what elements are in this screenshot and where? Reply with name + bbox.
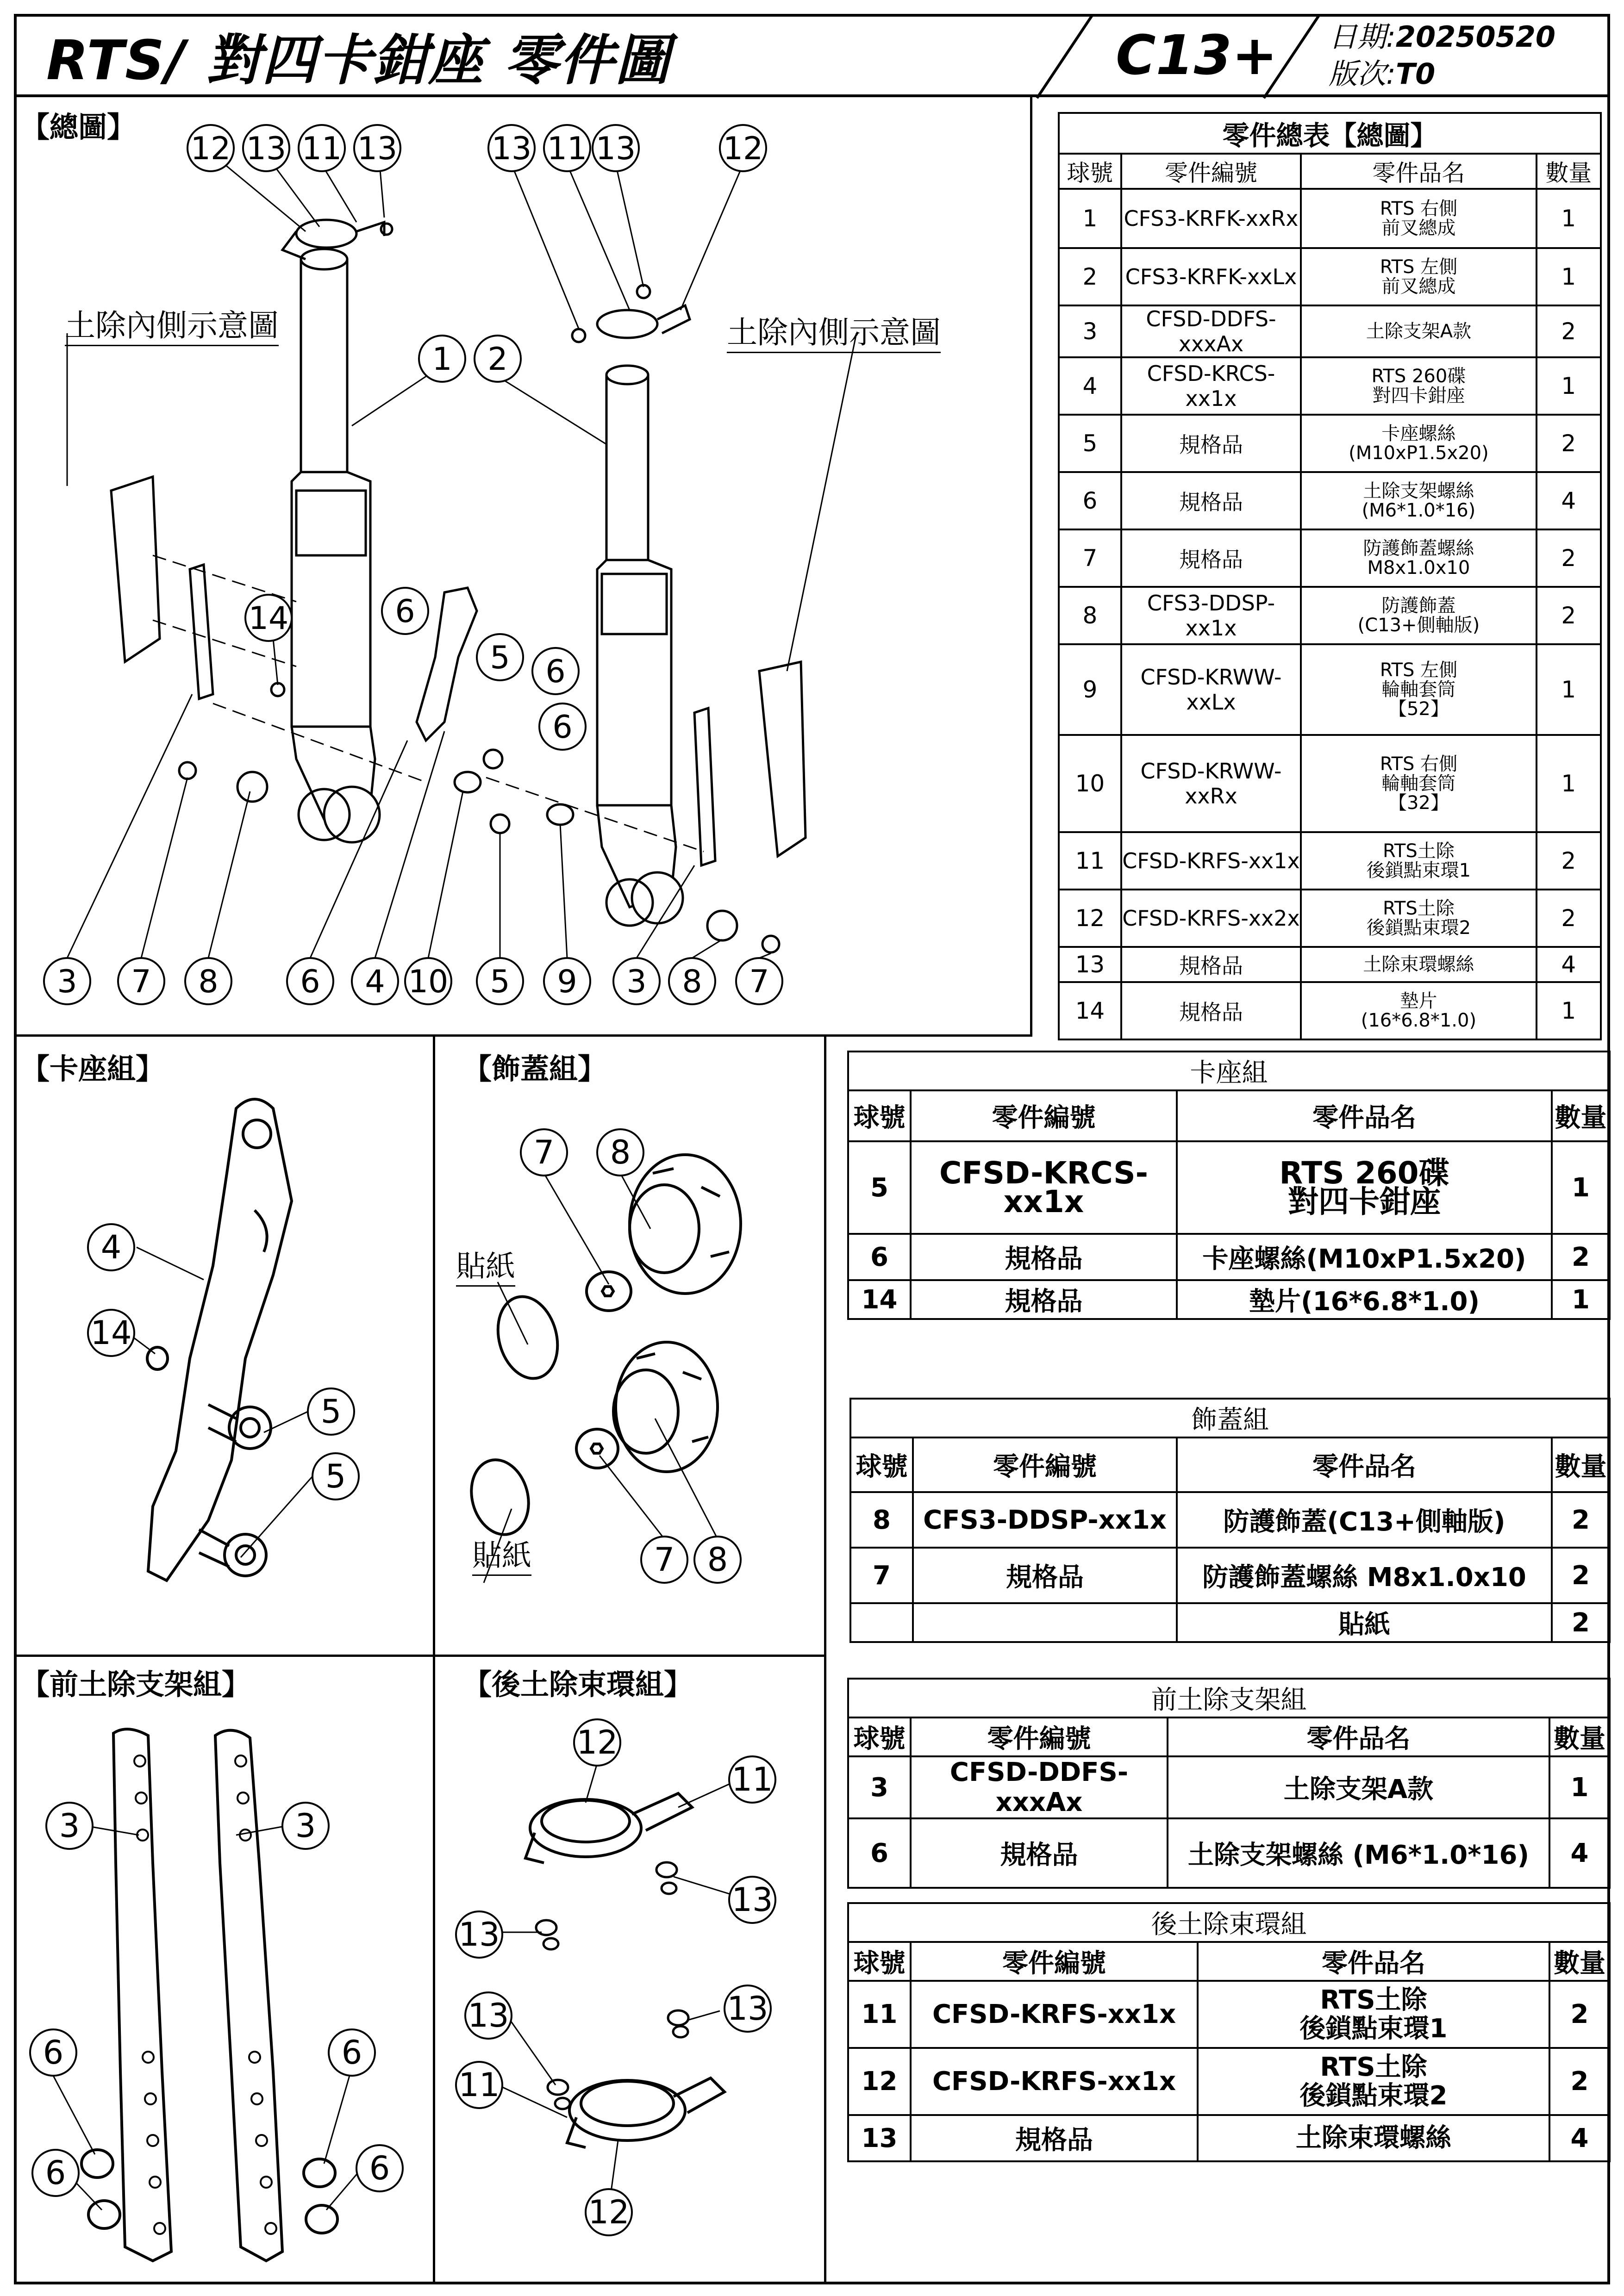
ov-callout-r4: 12 bbox=[723, 131, 763, 167]
table-row bbox=[1059, 472, 1601, 529]
cell-pn: 規格品 bbox=[1121, 415, 1301, 472]
date-label: 日期: bbox=[1329, 20, 1396, 54]
name-line: 前叉總成 bbox=[1381, 218, 1456, 239]
cell-name bbox=[1301, 415, 1536, 472]
cell-qty: 4 bbox=[1549, 2115, 1610, 2161]
name-line: RTS土除 bbox=[1320, 1985, 1427, 2015]
cell-pn: CFS3-DDSP-xx1x bbox=[1121, 587, 1301, 644]
ov-callout-m1: 1 bbox=[432, 341, 452, 378]
table-row bbox=[850, 1548, 1610, 1603]
th-qty: 數量 bbox=[1552, 1437, 1610, 1492]
cell-pn: CFSD-KRCS-xx1x bbox=[1121, 357, 1301, 415]
th-name: 零件品名 bbox=[1177, 1437, 1552, 1492]
cell-name: 防護飾蓋(C13+側軸版) bbox=[1177, 1492, 1552, 1548]
cell-qty: 1 bbox=[1552, 1280, 1610, 1319]
cell-qty: 1 bbox=[1537, 189, 1601, 248]
name-line: 卡座螺絲 bbox=[1381, 423, 1456, 444]
overview-callouts bbox=[0, 0, 1032, 1037]
cell-name: 防護飾蓋螺絲 M8x1.0x10 bbox=[1177, 1548, 1552, 1603]
ov-callout-b8: 9 bbox=[557, 964, 577, 1000]
th-qty: 數量 bbox=[1549, 1942, 1610, 1981]
name-line: 輪軸套筒 bbox=[1381, 773, 1456, 794]
cell-qty: 2 bbox=[1537, 890, 1601, 947]
cell-no: 6 bbox=[848, 1234, 911, 1280]
rc-callout-4: 13 bbox=[458, 1916, 500, 1954]
cell-no: 5 bbox=[848, 1141, 911, 1234]
cell-no bbox=[850, 1603, 913, 1642]
cell-qty: 1 bbox=[1549, 1756, 1610, 1818]
th-pn: 零件編號 bbox=[913, 1437, 1177, 1492]
cell-qty: 2 bbox=[1549, 1981, 1610, 2048]
main-parts-table bbox=[1058, 112, 1602, 1040]
sticker-label-2: 貼紙 bbox=[472, 1532, 531, 1576]
ov-callout-l2: 13 bbox=[246, 131, 287, 167]
cell-no: 1 bbox=[1059, 189, 1121, 248]
cell-pn: 規格品 bbox=[1121, 947, 1301, 982]
front-bracket-parts-table bbox=[847, 1678, 1611, 1889]
cell-no: 7 bbox=[850, 1548, 913, 1603]
cell-name bbox=[1198, 2048, 1549, 2115]
fb-callout-5: 6 bbox=[341, 2034, 362, 2072]
section-cover-label: 【飾蓋組】 bbox=[463, 1052, 607, 1086]
table-row bbox=[848, 1234, 1610, 1280]
cal-callout-3: 5 bbox=[320, 1393, 342, 1431]
name-line: 墊片 bbox=[1400, 990, 1437, 1012]
cell-qty: 4 bbox=[1537, 472, 1601, 529]
cell-qty: 2 bbox=[1537, 305, 1601, 357]
mudguard-inner-label-left: 土除內側示意圖 bbox=[65, 301, 279, 346]
ov-callout-b3: 8 bbox=[198, 964, 219, 1000]
table-row bbox=[848, 1981, 1610, 2048]
cell-name bbox=[1198, 2115, 1549, 2161]
pn-line: xx1x bbox=[1003, 1184, 1084, 1220]
cal-callout-1: 4 bbox=[100, 1228, 122, 1266]
table-row bbox=[848, 2115, 1610, 2161]
pn-line: CFSD-KRCS- bbox=[939, 1155, 1148, 1191]
name-line: 對四卡鉗座 bbox=[1372, 385, 1465, 406]
rc-callout-2: 11 bbox=[731, 1761, 773, 1798]
cell-pn: 規格品 bbox=[911, 1280, 1177, 1319]
ov-callout-r1: 13 bbox=[491, 131, 532, 167]
cell-name bbox=[1301, 189, 1536, 248]
th-name: 零件品名 bbox=[1168, 1717, 1549, 1756]
cell-qty: 1 bbox=[1537, 735, 1601, 832]
cell-name: 土除支架A款 bbox=[1168, 1756, 1549, 1818]
cell-pn: CFSD-KRWW-xxLx bbox=[1121, 644, 1301, 735]
cov-callout-1: 7 bbox=[533, 1133, 555, 1171]
cell-name bbox=[1301, 357, 1536, 415]
ov-callout-m3: 14 bbox=[248, 600, 289, 637]
ov-callout-b6: 10 bbox=[408, 964, 449, 1000]
name-line: 後鎖點束環2 bbox=[1366, 917, 1471, 939]
name-line: RTS土除 bbox=[1320, 2052, 1427, 2082]
table-row bbox=[848, 1280, 1610, 1319]
cover-parts-table bbox=[849, 1398, 1611, 1643]
th-pn: 零件編號 bbox=[911, 1717, 1168, 1756]
cell-name bbox=[1301, 248, 1536, 305]
section-rear-clamp-label: 【後土除束環組】 bbox=[463, 1668, 693, 1701]
th-no: 球號 bbox=[850, 1437, 913, 1492]
version-value: T0 bbox=[1395, 57, 1436, 91]
ov-callout-b4: 6 bbox=[300, 964, 320, 1000]
page-title: RTS/ 對四卡鉗座 零件圖 bbox=[46, 28, 671, 92]
name-line: 【52】 bbox=[1388, 698, 1449, 720]
caliper-parts-table bbox=[847, 1051, 1611, 1320]
table-row bbox=[848, 1818, 1610, 1888]
cell-no: 14 bbox=[1059, 982, 1121, 1039]
name-line: 防護飾蓋 bbox=[1381, 595, 1456, 616]
cell-pn: CFS3-KRFK-xxLx bbox=[1121, 248, 1301, 305]
ov-callout-m5: 5 bbox=[490, 640, 510, 676]
rc-callout-8: 12 bbox=[588, 2193, 630, 2231]
cell-name bbox=[1301, 890, 1536, 947]
name-line: RTS土除 bbox=[1383, 840, 1455, 862]
cell-pn: CFSD-KRWW-xxRx bbox=[1121, 735, 1301, 832]
cov-callout-4: 8 bbox=[707, 1541, 728, 1579]
cell-no: 9 bbox=[1059, 644, 1121, 735]
cell-qty: 2 bbox=[1549, 2048, 1610, 2115]
ov-callout-m6: 6 bbox=[545, 653, 566, 690]
name-line: 輪軸套筒 bbox=[1381, 679, 1456, 700]
th-name: 零件品名 bbox=[1198, 1942, 1549, 1981]
ov-callout-l1: 12 bbox=[190, 131, 231, 167]
name-line: 後鎖點束環1 bbox=[1299, 2013, 1448, 2044]
cell-pn: CFSD-DDFS-xxxAx bbox=[911, 1756, 1168, 1818]
table-row bbox=[1059, 415, 1601, 472]
rc-callout-6: 13 bbox=[468, 1997, 509, 2035]
cell-name bbox=[1301, 832, 1536, 890]
name-line: 土除束環螺絲 bbox=[1363, 954, 1474, 975]
cell-qty: 2 bbox=[1552, 1492, 1610, 1548]
th-no: 球號 bbox=[848, 1090, 911, 1141]
rear-table-header bbox=[848, 1942, 1610, 1981]
front-table-title: 前土除支架組 bbox=[848, 1679, 1610, 1717]
table-row bbox=[848, 1756, 1610, 1818]
name-line: 土除支架A款 bbox=[1366, 321, 1472, 342]
cov-callout-2: 8 bbox=[610, 1133, 631, 1171]
section-front-bracket-label: 【前土除支架組】 bbox=[21, 1668, 251, 1701]
table-row bbox=[1059, 947, 1601, 982]
name-line: (M10xP1.5x20) bbox=[1349, 442, 1489, 464]
model-label: C13+ bbox=[1116, 23, 1278, 87]
cell-no: 11 bbox=[1059, 832, 1121, 890]
cell-qty: 2 bbox=[1552, 1603, 1610, 1642]
th-qty: 數量 bbox=[1549, 1717, 1610, 1756]
table-row bbox=[1059, 248, 1601, 305]
fb-callout-2: 3 bbox=[295, 1807, 316, 1845]
name-line: RTS 左側 bbox=[1380, 660, 1458, 681]
cell-name bbox=[1301, 587, 1536, 644]
cell-name bbox=[1301, 529, 1536, 587]
cell-name bbox=[1177, 1141, 1552, 1234]
section-caliper-label: 【卡座組】 bbox=[21, 1052, 165, 1086]
mudguard-inner-label-right: 土除內側示意圖 bbox=[727, 308, 941, 353]
name-line: RTS 260碟 bbox=[1279, 1155, 1449, 1191]
cell-no: 12 bbox=[1059, 890, 1121, 947]
name-line: (C13+側軸版) bbox=[1357, 615, 1480, 636]
cell-name bbox=[1198, 1981, 1549, 2048]
fb-callout-3: 6 bbox=[43, 2034, 64, 2072]
cell-no: 6 bbox=[848, 1818, 911, 1888]
cell-pn: 規格品 bbox=[913, 1548, 1177, 1603]
rear-table-title: 後土除束環組 bbox=[848, 1903, 1610, 1942]
cell-pn: 規格品 bbox=[1121, 472, 1301, 529]
name-line: 防護飾蓋螺絲 bbox=[1363, 538, 1474, 559]
th-qty: 數量 bbox=[1552, 1090, 1610, 1141]
cell-no: 8 bbox=[850, 1492, 913, 1548]
name-line: 對四卡鉗座 bbox=[1288, 1184, 1441, 1220]
cell-pn: 規格品 bbox=[911, 2115, 1198, 2161]
cell-pn: CFSD-KRFS-xx2x bbox=[1121, 890, 1301, 947]
name-line: 【32】 bbox=[1388, 792, 1449, 814]
main-table-title: 零件總表【總圖】 bbox=[1059, 113, 1601, 154]
name-line: RTS土除 bbox=[1383, 898, 1455, 919]
ov-callout-b11: 7 bbox=[749, 964, 769, 1000]
cell-pn: CFSD-KRFS-xx1x bbox=[1121, 832, 1301, 890]
cell-no: 7 bbox=[1059, 529, 1121, 587]
cell-no: 10 bbox=[1059, 735, 1121, 832]
cell-qty: 2 bbox=[1537, 587, 1601, 644]
th-no: 球號 bbox=[848, 1717, 911, 1756]
cell-no: 4 bbox=[1059, 357, 1121, 415]
cell-qty: 2 bbox=[1552, 1548, 1610, 1603]
cov-callout-3: 7 bbox=[654, 1541, 675, 1579]
cell-pn: 規格品 bbox=[911, 1818, 1168, 1888]
front-table-header bbox=[848, 1717, 1610, 1756]
cal-callout-4: 5 bbox=[325, 1457, 346, 1495]
name-line: RTS 260碟 bbox=[1371, 366, 1466, 387]
cell-no: 11 bbox=[848, 1981, 911, 2048]
name-line: RTS 右側 bbox=[1380, 753, 1458, 775]
ov-callout-l4: 13 bbox=[357, 131, 398, 167]
name-line: M8x1.0x10 bbox=[1367, 557, 1470, 579]
cell-no: 13 bbox=[848, 2115, 911, 2161]
section-overview-label: 【總圖】 bbox=[21, 110, 136, 144]
table-row bbox=[848, 1141, 1610, 1234]
th-pn: 零件編號 bbox=[911, 1090, 1177, 1141]
cell-qty: 1 bbox=[1537, 644, 1601, 735]
main-th-no: 球號 bbox=[1059, 154, 1121, 189]
name-line: (M6*1.0*16) bbox=[1362, 500, 1476, 521]
cell-name bbox=[1301, 735, 1536, 832]
ov-callout-m4: 6 bbox=[395, 593, 415, 630]
cell-pn: CFSD-KRFS-xx1x bbox=[911, 2048, 1198, 2115]
cell-no: 13 bbox=[1059, 947, 1121, 982]
name-line: 後鎖點束環1 bbox=[1366, 860, 1471, 881]
caliper-callouts bbox=[14, 1034, 435, 1657]
th-no: 球號 bbox=[848, 1942, 911, 1981]
ov-callout-b1: 3 bbox=[57, 964, 77, 1000]
cell-qty: 1 bbox=[1537, 248, 1601, 305]
main-th-pn: 零件編號 bbox=[1121, 154, 1301, 189]
cal-callout-2: 14 bbox=[90, 1314, 132, 1352]
cell-no: 12 bbox=[848, 2048, 911, 2115]
cell-no: 5 bbox=[1059, 415, 1121, 472]
name-line: 土除束環螺絲 bbox=[1296, 2123, 1451, 2153]
cell-name: 卡座螺絲(M10xP1.5x20) bbox=[1177, 1234, 1552, 1280]
cell-qty: 1 bbox=[1537, 982, 1601, 1039]
cell-name: 土除支架螺絲 (M6*1.0*16) bbox=[1168, 1818, 1549, 1888]
table-row bbox=[1059, 890, 1601, 947]
ov-callout-m2: 2 bbox=[487, 341, 508, 378]
cell-qty: 2 bbox=[1537, 415, 1601, 472]
cell-pn: 規格品 bbox=[911, 1234, 1177, 1280]
caliper-table-title: 卡座組 bbox=[848, 1052, 1610, 1090]
name-line: RTS 左側 bbox=[1380, 256, 1458, 278]
version-line bbox=[1329, 51, 1435, 92]
cell-no: 14 bbox=[848, 1280, 911, 1319]
cell-pn: 規格品 bbox=[1121, 982, 1301, 1039]
rc-callout-7: 11 bbox=[458, 2066, 500, 2104]
cell-pn: CFS3-KRFK-xxRx bbox=[1121, 189, 1301, 248]
table-row bbox=[1059, 982, 1601, 1039]
cell-name bbox=[1301, 982, 1536, 1039]
cell-no: 8 bbox=[1059, 587, 1121, 644]
cell-no: 6 bbox=[1059, 472, 1121, 529]
fb-callout-1: 3 bbox=[59, 1807, 80, 1845]
cell-qty: 1 bbox=[1552, 1141, 1610, 1234]
table-row bbox=[1059, 357, 1601, 415]
th-name: 零件品名 bbox=[1177, 1090, 1552, 1141]
ov-callout-b2: 7 bbox=[131, 964, 151, 1000]
date-line bbox=[1329, 14, 1555, 55]
cell-qty: 2 bbox=[1552, 1234, 1610, 1280]
rc-callout-1: 12 bbox=[576, 1724, 618, 1761]
cell-name bbox=[1301, 947, 1536, 982]
name-line: 前叉總成 bbox=[1381, 276, 1456, 297]
rc-callout-3: 13 bbox=[731, 1881, 773, 1919]
cell-qty: 2 bbox=[1537, 832, 1601, 890]
cell-qty: 4 bbox=[1549, 1818, 1610, 1888]
fb-callout-4: 6 bbox=[45, 2154, 66, 2192]
table-row bbox=[1059, 644, 1601, 735]
cell-pn: CFS3-DDSP-xx1x bbox=[913, 1492, 1177, 1548]
rear-clamp-parts-table bbox=[847, 1902, 1611, 2162]
front-bracket-callouts bbox=[14, 1655, 435, 2284]
table-row bbox=[1059, 189, 1601, 248]
sticker-label-1: 貼紙 bbox=[456, 1243, 515, 1287]
main-th-qty: 數量 bbox=[1537, 154, 1601, 189]
table-row bbox=[1059, 735, 1601, 832]
ov-callout-l3: 11 bbox=[301, 131, 342, 167]
cell-pn: CFSD-KRFS-xx1x bbox=[911, 1981, 1198, 2048]
cell-name bbox=[1301, 305, 1536, 357]
cell-pn bbox=[913, 1603, 1177, 1642]
cell-qty: 2 bbox=[1537, 529, 1601, 587]
table-row bbox=[1059, 529, 1601, 587]
main-th-name: 零件品名 bbox=[1301, 154, 1536, 189]
ov-callout-b7: 5 bbox=[490, 964, 510, 1000]
main-table-header bbox=[1059, 154, 1601, 189]
ov-callout-b10: 8 bbox=[682, 964, 702, 1000]
ov-callout-r2: 11 bbox=[547, 131, 587, 167]
name-line: (16*6.8*1.0) bbox=[1361, 1010, 1477, 1031]
cell-no: 2 bbox=[1059, 248, 1121, 305]
table-row bbox=[850, 1603, 1610, 1642]
ov-callout-b9: 3 bbox=[626, 964, 647, 1000]
fb-callout-6: 6 bbox=[369, 2149, 390, 2187]
rc-callout-5: 13 bbox=[727, 1990, 768, 2028]
cell-no: 3 bbox=[848, 1756, 911, 1818]
cell-name: 墊片(16*6.8*1.0) bbox=[1177, 1280, 1552, 1319]
date-value: 20250520 bbox=[1395, 20, 1556, 54]
cell-no: 3 bbox=[1059, 305, 1121, 357]
cell-name bbox=[1301, 472, 1536, 529]
cell-pn: CFSD-DDFS-xxxAx bbox=[1121, 305, 1301, 357]
table-row bbox=[1059, 587, 1601, 644]
name-line: 土除支架螺絲 bbox=[1363, 480, 1474, 502]
table-row bbox=[1059, 832, 1601, 890]
ov-callout-b5: 4 bbox=[365, 964, 385, 1000]
th-pn: 零件編號 bbox=[911, 1942, 1198, 1981]
rear-clamp-callouts bbox=[433, 1655, 826, 2284]
cell-pn: 規格品 bbox=[1121, 529, 1301, 587]
cell-name: 貼紙 bbox=[1177, 1603, 1552, 1642]
name-line: RTS 右側 bbox=[1380, 198, 1458, 219]
table-row bbox=[848, 2048, 1610, 2115]
table-row bbox=[850, 1492, 1610, 1548]
version-label: 版次: bbox=[1329, 57, 1396, 91]
ov-callout-m7: 6 bbox=[552, 709, 573, 746]
cell-qty: 1 bbox=[1537, 357, 1601, 415]
cover-table-title: 飾蓋組 bbox=[850, 1399, 1610, 1437]
ov-callout-r3: 13 bbox=[595, 131, 636, 167]
cover-table-header bbox=[850, 1437, 1610, 1492]
name-line: 後鎖點束環2 bbox=[1299, 2080, 1448, 2111]
table-row bbox=[1059, 305, 1601, 357]
caliper-table-header bbox=[848, 1090, 1610, 1141]
cell-qty: 4 bbox=[1537, 947, 1601, 982]
cell-name bbox=[1301, 644, 1536, 735]
cell-pn bbox=[911, 1141, 1177, 1234]
